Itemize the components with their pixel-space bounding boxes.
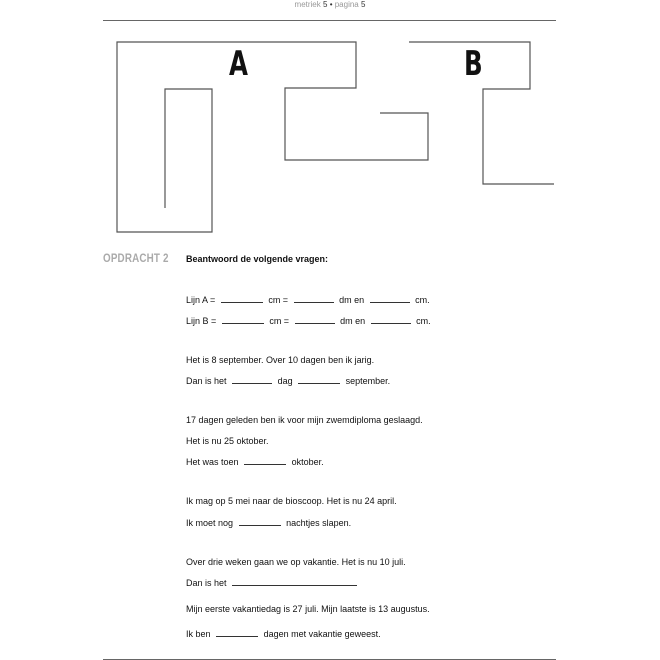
header-number: 5 [323,0,328,9]
question-text: 17 dagen geleden ben ik voor mijn zwemdiploma geslaagd. [186,415,423,425]
header-separator: • [329,0,333,9]
header-page-number: 5 [361,0,366,9]
unit-text: oktober. [291,457,324,467]
answer-blank[interactable] [216,627,258,637]
unit-text: dagen met vakantie geweest. [263,629,381,639]
answer-blank[interactable] [371,314,411,324]
answer-blank[interactable] [221,293,263,303]
lead-text: Het was toen [186,457,239,467]
lead-text: Dan is het [186,376,227,386]
section-label: OPDRACHT 2 [103,251,169,265]
line-figure [0,0,660,260]
question-answer-line [186,627,381,640]
answer-blank[interactable] [222,314,264,324]
header-prefix: metriek [294,0,321,9]
answer-blank[interactable] [295,314,335,324]
question-text: Het is 8 september. Over 10 dagen ben ik jarig. [186,355,375,365]
unit-text: cm. [416,316,431,326]
unit-text: dm en [339,295,365,305]
unit-text: cm. [415,295,430,305]
header-page-label: pagina [334,0,359,9]
label-a: A [229,44,248,84]
unit-text: dag [277,376,293,386]
question-text: Het is nu 25 oktober. [186,436,269,446]
question-answer-line [186,455,324,468]
lead-text: Lijn B = [186,316,217,326]
unit-text: nachtjes slapen. [286,518,352,528]
question-line-a [186,293,430,306]
question-answer-line [186,374,390,387]
answer-blank[interactable] [294,293,334,303]
lead-text: Ik moet nog [186,518,234,528]
line-a [117,42,428,232]
answer-blank[interactable] [298,374,340,384]
lead-text: Dan is het [186,578,227,588]
unit-text: cm = [268,295,289,305]
lead-text: Lijn A = [186,295,216,305]
question-text: Ik mag op 5 mei naar de bioscoop. Het is nu 24 april. [186,496,397,506]
question-text: Over drie weken gaan we op vakantie. Het is nu 10 juli. [186,557,406,567]
answer-blank[interactable] [370,293,410,303]
question-answer-line [186,516,351,529]
section-intro: Beantwoord de volgende vragen: [186,254,329,264]
unit-text: september. [345,376,391,386]
lead-text: Ik ben [186,629,211,639]
question-text: Mijn eerste vakantiedag is 27 juli. Mijn laatste is 13 augustus. [186,604,430,614]
question-line-b [186,314,431,327]
answer-blank[interactable] [232,576,357,586]
answer-blank[interactable] [244,455,286,465]
unit-text: dm en [340,316,366,326]
answer-blank[interactable] [239,516,281,526]
question-answer-line [186,576,360,589]
unit-text: cm = [269,316,290,326]
answer-blank[interactable] [232,374,272,384]
label-b: B [464,44,483,84]
